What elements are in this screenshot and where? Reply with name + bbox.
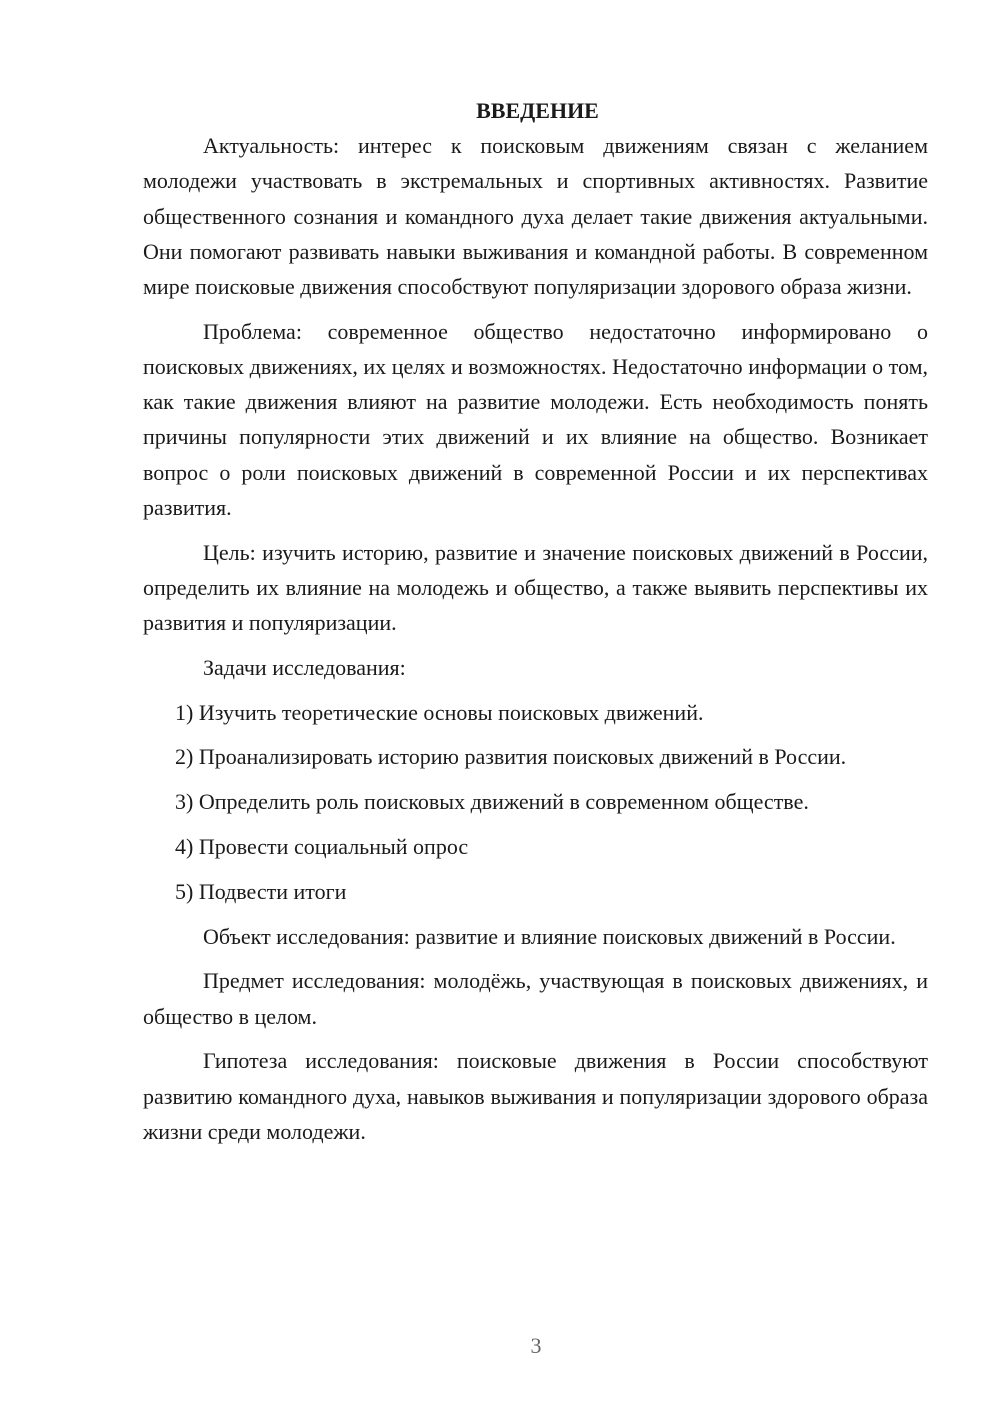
problem-paragraph: Проблема: современное общество недостаточно информировано о поисковых движениях, их целях и возможностях. Недостаточно информации о том, как такие движения влияют на развитие молодежи. Есть необходимость понять причины популярности этих движений и их влияние на общество. Возникает вопрос о роли поисковых движений в современной России и их перспективах развития.	[143, 318, 928, 520]
subject-paragraph: Предмет исследования: молодёжь, участвующая в поисковых движениях, и общество в целом.	[143, 968, 928, 1029]
tasks-title: Задачи исследования:	[203, 654, 406, 680]
goal-paragraph: Цель: изучить историю, развитие и значение поисковых движений в России, определить их влияние на молодежь и общество, а также выявить перспективы их развития и популяризации.	[143, 539, 928, 636]
task-item-4: 4) Провести социальный опрос	[175, 834, 469, 860]
hypothesis-paragraph: Гипотеза исследования: поисковые движения в России способствуют развитию командного духа, навыков выживания и популяризации здорового образа жизни среди молодежи.	[143, 1048, 928, 1144]
relevance-paragraph: Актуальность: интерес к поисковым движениям связан с желанием молодежи участвовать в экстремальных и спортивных активностях. Развитие общественного сознания и командного духа делает такие движения актуальными. Они помогают развивать навыки выживания и командной работы. В современном мире поисковые движения способствуют популяризации здорового образа жизни.	[143, 133, 928, 300]
task-item-3: 3) Определить роль поисковых движений в современном обществе.	[175, 789, 809, 815]
page-content	[143, 93, 928, 1159]
section-heading: ВВЕДЕНИЕ	[476, 98, 599, 123]
object-paragraph: Объект исследования: развитие и влияние поисковых движений в России.	[203, 923, 896, 949]
task-item-1: 1) Изучить теоретические основы поисковых движений.	[175, 699, 704, 725]
page-number: 3	[530, 1333, 542, 1358]
task-item-5: 5) Подвести итоги	[175, 878, 347, 904]
task-item-2: 2) Проанализировать историю развития поисковых движений в России.	[175, 744, 847, 770]
